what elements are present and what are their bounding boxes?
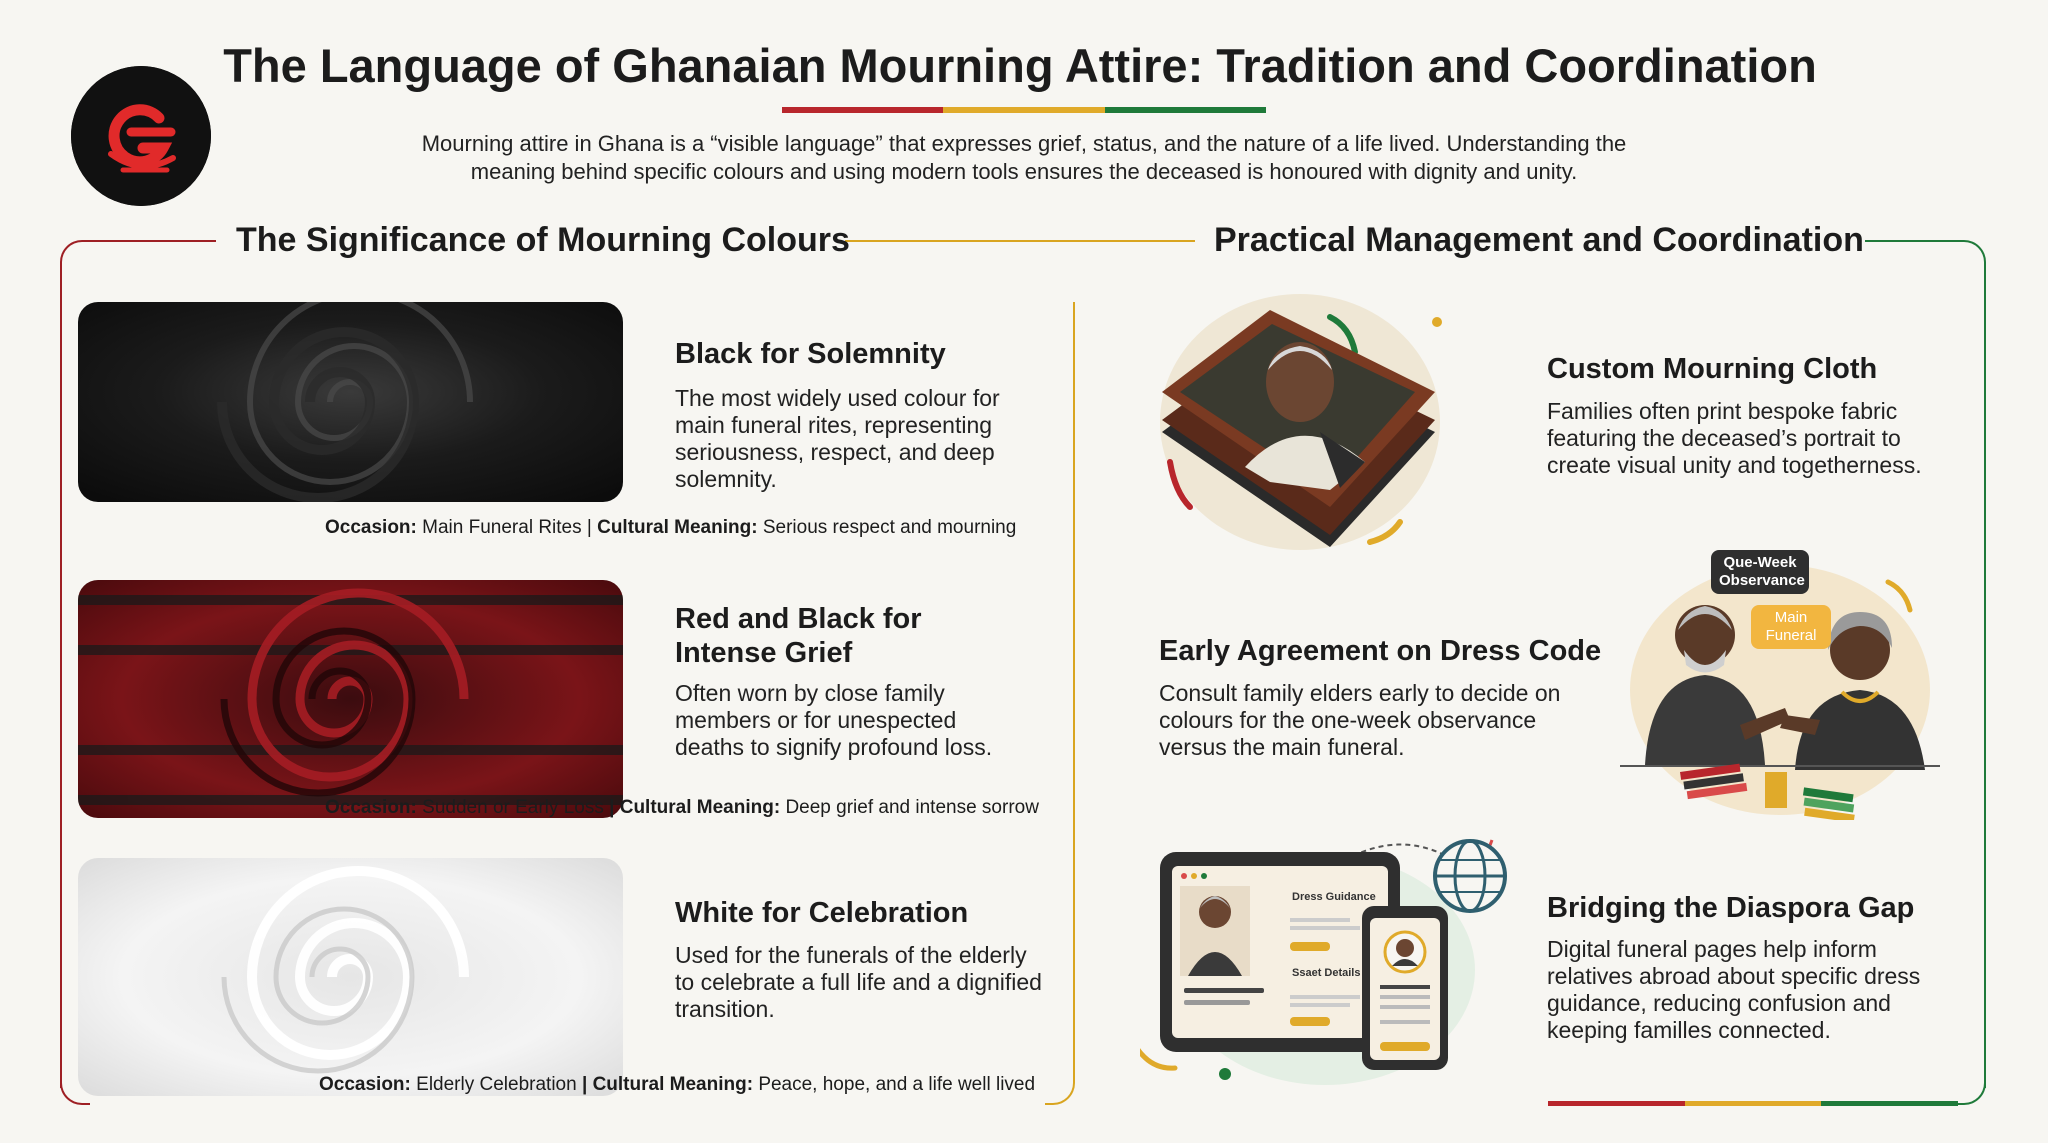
intro-paragraph: Mourning attire in Ghana is a “visible language” that expresses grief, status, and the nature of a life lived. Understanding the meaning behind specific colours and using modern tools ensures the deceased is honoured with dignity and unity. [421, 131, 1627, 184]
occasion-value: Sudden or Early Loss [422, 797, 604, 818]
meaning-label: Cultural Meaning: [592, 1074, 754, 1095]
dress-guidance-screen-label: Dress Guidance [1292, 891, 1376, 903]
occasion-label: Occasion: [325, 797, 417, 818]
title-tricolor-divider [782, 107, 1266, 113]
diaspora-title: Bridging the Diaspora Gap [1547, 892, 1915, 924]
black-solemnity-text: The most widely used colour for main funeral rites, representing seriousness, respect, and deep solemnity. [675, 385, 1000, 492]
meaning-value: Serious respect and mourning [762, 517, 1017, 538]
frame-line [1984, 268, 1986, 1088]
occasion-label: Occasion: [319, 1074, 411, 1095]
one-week-observance-bubble: Que-Week Observance [1711, 550, 1809, 594]
bottom-tricolor-divider [1548, 1101, 1958, 1106]
frame-line [60, 268, 62, 1088]
red-black-fabric-image [78, 580, 623, 818]
section-heading-colours: The Significance of Mourning Colours [236, 221, 850, 259]
occasion-value: Main Funeral Rites [422, 517, 582, 538]
frame-line [845, 240, 1195, 242]
meaning-label: Cultural Meaning: [597, 517, 758, 538]
white-celebration-text: Used for the funerals of the elderly to celebrate a full life and a dignified transition. [675, 942, 1042, 1022]
frame-line [86, 240, 216, 242]
dress-code-title: Early Agreement on Dress Code [1159, 635, 1602, 667]
occasion-label: Occasion: [325, 517, 417, 538]
black-fabric-image [78, 302, 623, 502]
column-divider [1073, 302, 1075, 1082]
frame-corner [1956, 1075, 1986, 1105]
red-black-grief-title: Red and Black for Intense Grief [675, 603, 922, 669]
frame-line [1865, 240, 1960, 242]
black-occasion-line: Occasion: Main Funeral Rites | Cultural Meaning: Serious respect and mourning [325, 517, 1017, 538]
frame-corner [1045, 1075, 1075, 1105]
white-occasion-line: Occasion: Elderly Celebration | Cultural Meaning: Peace, hope, and a life well lived [319, 1074, 1036, 1095]
custom-cloth-title: Custom Mourning Cloth [1547, 353, 1878, 385]
dress-code-text: Consult family elders early to decide on colours for the one-week observance versus the main funeral. [1159, 680, 1561, 760]
meaning-label: Cultural Meaning: [619, 797, 781, 818]
occasion-value: Elderly Celebration [416, 1074, 577, 1095]
main-funeral-bubble: Main Funeral [1751, 605, 1831, 649]
frame-corner [60, 240, 90, 270]
black-solemnity-title: Black for Solemnity [675, 338, 946, 370]
meaning-value: Deep grief and intense sorrow [785, 797, 1039, 818]
diaspora-text: Digital funeral pages help inform relatives abroad about specific dress guidance, reducing confusion and keeping familles connected. [1547, 936, 1921, 1043]
white-fabric-image [78, 858, 623, 1096]
frame-corner [1956, 240, 1986, 270]
section-heading-coordination: Practical Management and Coordination [1214, 221, 1864, 259]
page-title: The Language of Ghanaian Mourning Attire: Tradition and Coordination [223, 39, 1817, 92]
digital-pages-illustration [1140, 820, 1560, 1090]
red-black-occasion-line: Occasion: Sudden or Early Loss | Cultural Meaning: Deep grief and intense sorrow [325, 797, 1039, 818]
white-celebration-title: White for Celebration [675, 897, 969, 929]
custom-cloth-text: Families often print bespoke fabric featuring the deceased’s portrait to create visual unity and togetherness. [1547, 398, 1922, 478]
ghana-g-logo-icon [71, 66, 211, 206]
meaning-value: Peace, hope, and a life well lived [758, 1074, 1036, 1095]
details-screen-label: Ssaet Details [1292, 967, 1361, 979]
red-black-grief-text: Often worn by close family members or for unespected deaths to signify profound loss. [675, 680, 993, 760]
portrait-cloth-illustration [1150, 292, 1450, 562]
